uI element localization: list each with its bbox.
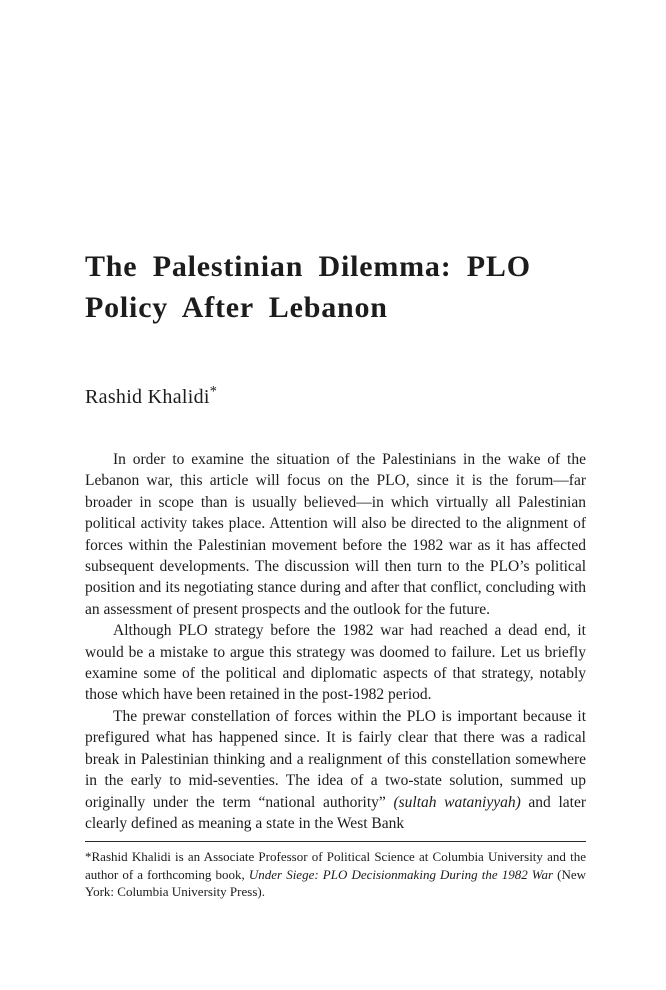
author-byline [85,385,586,409]
article-body [85,449,586,834]
title-line-1: The Palestinian Dilemma: PLO [85,250,531,283]
title-line-2: Policy After Lebanon [85,291,388,324]
paragraph: The prewar constellation of forces within the PLO is important because it prefigured what has happened since. It is fairly clear that there was a radical break in Palestinian thinking and a realignment of this constellation somewhere in the early to mid-seventies. The idea of a two-state solution, summed up originally under the term “national authority” (sultah wataniyyah) and later clearly defined as meaning a state in the West Bank [85,707,586,832]
footnote-section [85,841,586,901]
page-content [85,0,586,901]
article-title [85,246,586,328]
footnote-text: *Rashid Khalidi is an Associate Professor of Political Science at Columbia University and the author of a forthcoming book, Under Siege: PLO Decisionmaking During the 1982 War (New York: Columbia University Press). [85,849,586,900]
author-footnote-marker: * [209,383,218,400]
paragraph: Although PLO strategy before the 1982 war had reached a dead end, it would be a mistake to argue this strategy was doomed to failure. Let us briefly examine some of the political and diplomatic aspects of that strategy, notably those which have been retained in the post-1982 period. [85,622,586,704]
paragraph: In order to examine the situation of the Palestinians in the wake of the Lebanon war, this article will focus on the PLO, since it is the forum—far broader in scope than is usually believed—in which virtually all Palestinian political activity takes place. Attention will also be directed to the alignment of forces within the Palestinian movement before the 1982 war as it has affected subsequent developments. The discussion will then turn to the PLO’s political position and its negotiating stance during and after that conflict, concluding with an assessment of present prospects and the outlook for the future. [85,451,586,618]
footnote-divider [85,841,586,842]
author-name: Rashid Khalidi [85,386,210,408]
